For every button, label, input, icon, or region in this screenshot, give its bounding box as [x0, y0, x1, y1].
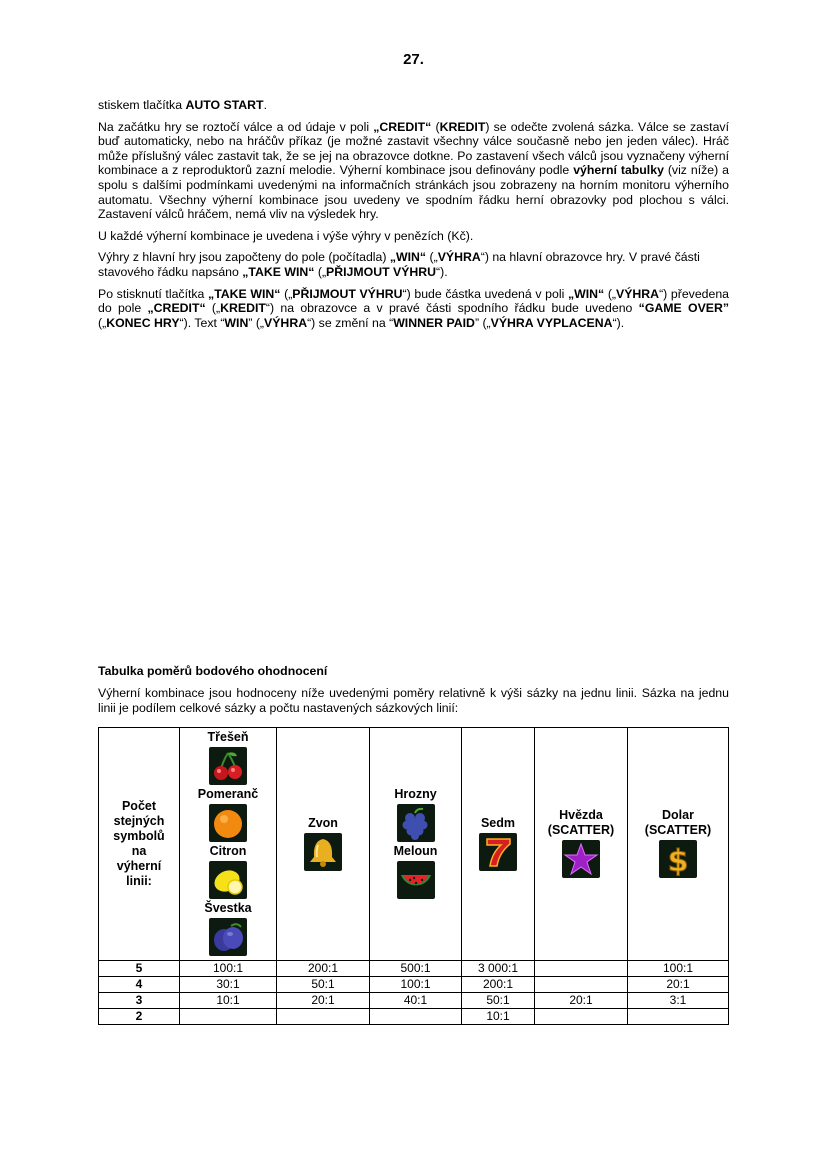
bell-icon	[304, 833, 342, 871]
cell: 10:1	[462, 1009, 535, 1025]
watermelon-label: Meloun	[393, 844, 438, 858]
col-seven	[462, 728, 535, 961]
orange-label: Pomeranč	[197, 787, 259, 801]
cell: 30:1	[180, 977, 277, 993]
seven-label: Sedm	[480, 815, 516, 830]
cell: 50:1	[462, 993, 535, 1009]
cell: 20:1	[535, 993, 628, 1009]
plum-label: Švestka	[204, 901, 252, 915]
cell	[277, 1009, 370, 1025]
table-row	[99, 961, 729, 977]
paytable	[98, 727, 729, 1025]
cell: 20:1	[277, 993, 370, 1009]
cell: 200:1	[462, 977, 535, 993]
lemon-label: Citron	[209, 844, 247, 858]
cell: 3 000:1	[462, 961, 535, 977]
body-text	[98, 98, 729, 337]
table-intro	[98, 686, 729, 722]
paytable-header-row	[99, 728, 729, 961]
cell: 100:1	[180, 961, 277, 977]
cell	[535, 961, 628, 977]
lemon-icon	[209, 861, 247, 899]
paragraph-5: Po stisknutí tlačítka „TAKE WIN“ („PŘIJMOUT VÝHRU“) bude částka uvedená v poli „WIN“ („VÝHRA“) převedena do pole „CREDIT“ („KREDIT“) na obrazovce a v pravé části spodního řádku bude uvedeno “GAME OVER” („KONEC HRY“). Text “WIN” („VÝHRA“) se změní na “WINNER PAID” („VÝHRA VYPLACENA“).	[98, 286, 730, 330]
cell: 100:1	[628, 961, 729, 977]
star-icon	[562, 840, 600, 878]
table-intro-text: Výherní kombinace jsou hodnoceny níže uvedenými poměry relativně k výši sázky na jednu linii. Sázka na jednu linii je podílem celkové sázky a počtu nastavených sázkových linií:	[98, 686, 729, 715]
paragraph-1: stiskem tlačítka AUTO START.	[98, 98, 267, 112]
paragraph-4: Výhry z hlavní hry jsou započteny do pole (počítadla) „WIN“ („VÝHRA“) na hlavní obrazovce hry. V pravé části stavového řádku napsáno „TAKE WIN“ („PŘIJMOUT VÝHRU“).	[98, 250, 700, 279]
col-dollar	[628, 728, 729, 961]
cherry-label: Třešeň	[207, 730, 249, 744]
table-heading: Tabulka poměrů bodového ohodnocení	[98, 664, 328, 678]
dollar-icon	[659, 840, 697, 878]
col-grapes-melon	[370, 728, 462, 961]
col-fruits	[180, 728, 277, 961]
star-label: Hvězda	[559, 808, 603, 822]
cell: 10:1	[180, 993, 277, 1009]
cell: 200:1	[277, 961, 370, 977]
cell	[180, 1009, 277, 1025]
orange-icon	[209, 804, 247, 842]
seven-icon	[479, 833, 517, 871]
cell: 3:1	[628, 993, 729, 1009]
cell: 500:1	[370, 961, 462, 977]
cell	[628, 1009, 729, 1025]
row-count: 2	[99, 1009, 180, 1025]
svg-text:$: $	[667, 844, 689, 878]
count-header-label: Počet stejných symbolů na výherní linii:	[113, 799, 165, 888]
cell	[370, 1009, 462, 1025]
paragraph-3: U každé výherní kombinace je uvedena i výše výhry v penězích (Kč).	[98, 228, 474, 243]
cell: 100:1	[370, 977, 462, 993]
row-count: 4	[99, 977, 180, 993]
col-bell	[277, 728, 370, 961]
cell	[535, 1009, 628, 1025]
dollar-scatter-label: (SCATTER)	[644, 823, 712, 837]
table-row	[99, 977, 729, 993]
star-scatter-label: (SCATTER)	[547, 823, 615, 837]
row-count: 5	[99, 961, 180, 977]
cherry-icon	[209, 747, 247, 785]
watermelon-icon	[397, 861, 435, 899]
grapes-label: Hrozny	[394, 787, 437, 801]
row-count: 3	[99, 993, 180, 1009]
dollar-label: Dolar	[662, 808, 694, 822]
paragraph-2: Na začátku hry se roztočí válce a od údaje v poli „CREDIT“ (KREDIT) se odečte zvolená sázka. Válce se zastaví buď automaticky, nebo na hráčův příkaz (je možné zastavit všechny válce současně nebo jen jeden válec). Hráč může příslušný válec zastavit tak, že se jej na obrazovce dotkne. Po zastavení všech válců jsou vyznačeny výherní kombinace a z reproduktorů zazní melodie. Výherní kombinace jsou definovány podle výherní tabulky (viz níže) a spolu s dalšími podmínkami uvedenými na informačních stránkách jsou zobrazeny na horním monitoru výherního automatu. Všechny výherní kombinace jsou uvedeny ve spodním řádku herní obrazovky pod plochou s válci. Zastavení válců hráčem, nemá vliv na výsledek hry.	[98, 119, 729, 222]
cell: 20:1	[628, 977, 729, 993]
page-number: 27.	[403, 51, 424, 68]
cell: 50:1	[277, 977, 370, 993]
bell-label: Zvon	[308, 815, 338, 830]
cell: 40:1	[370, 993, 462, 1009]
col-star	[535, 728, 628, 961]
grapes-icon	[397, 804, 435, 842]
table-row	[99, 993, 729, 1009]
count-header	[99, 728, 180, 961]
plum-icon	[209, 918, 247, 956]
table-row	[99, 1009, 729, 1025]
cell	[535, 977, 628, 993]
